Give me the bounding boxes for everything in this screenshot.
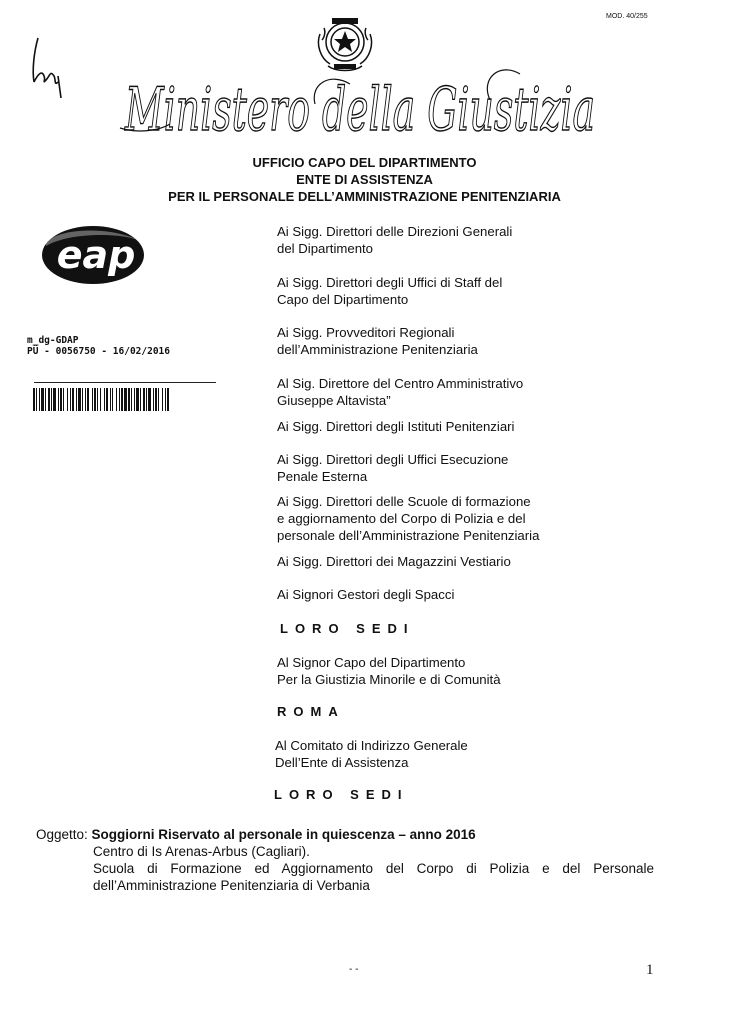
recipient-6-line-3: personale dell’Amministrazione Penitenziaria — [277, 528, 540, 543]
eap-logo-text: eap — [56, 233, 136, 277]
barcode-bar — [153, 388, 154, 411]
recipient-2-line-1: Ai Sigg. Provveditori Regionali — [277, 325, 455, 340]
subject-detail-2: Scuola di Formazione ed Aggiornamento del Corpo di Polizia e del Personale — [93, 861, 654, 876]
recipient-5-line-1: Ai Sigg. Direttori degli Uffici Esecuzione — [277, 452, 509, 467]
recipient-6 — [277, 493, 539, 544]
recipient-8-line-1: Ai Signori Gestori degli Spacci — [277, 587, 455, 602]
handwritten-initials — [28, 30, 68, 100]
subject-detail-3: dell’Amministrazione Penitenziaria di Verbania — [93, 878, 370, 893]
page-number: 1 — [646, 962, 654, 978]
barcode-bar — [82, 388, 83, 411]
recipient-2-line-2: dell’Amministrazione Penitenziaria — [277, 342, 478, 357]
barcode-bar — [33, 388, 35, 411]
recipient-6-line-1: Ai Sigg. Direttori delle Scuole di formazione — [277, 494, 531, 509]
recipient-0-line-1: Ai Sigg. Direttori delle Direzioni Generali — [277, 224, 513, 239]
barcode-bar — [148, 388, 151, 411]
recipient-5 — [277, 451, 508, 485]
capo-minorile-line-1: Al Signor Capo del Dipartimento — [277, 655, 466, 670]
barcode-bar — [136, 388, 139, 411]
barcode-bar — [53, 388, 56, 411]
recipient-3 — [277, 375, 523, 409]
footer-mark: - - — [349, 964, 359, 975]
subject-title: Soggiorni Riservato al personale in quiescenza – anno 2016 — [91, 827, 476, 842]
form-code: MOD. 40/255 — [606, 13, 648, 20]
header-line-3: PER IL PERSONALE DELL’AMMINISTRAZIONE PENITENZIARIA — [168, 189, 561, 204]
barcode-bar — [72, 388, 74, 411]
barcode-bar — [51, 388, 52, 411]
barcode-bar — [124, 388, 127, 411]
recipient-3-line-2: Giuseppe Altavista” — [277, 393, 391, 408]
comitato-line-2: Dell’Ente di Assistenza — [275, 755, 409, 770]
recipient-2 — [277, 324, 478, 358]
barcode-bar — [45, 388, 46, 411]
protocol-divider — [34, 382, 216, 383]
recipient-1-line-2: Capo del Dipartimento — [277, 292, 409, 307]
barcode-bar — [36, 388, 37, 411]
roma: ROMA — [277, 704, 345, 719]
barcode-bar — [131, 388, 132, 411]
barcode-bar — [121, 388, 123, 411]
barcode-bar — [60, 388, 62, 411]
subject-details — [93, 843, 654, 894]
barcode-bar — [106, 388, 108, 411]
barcode-bar — [165, 388, 166, 411]
header-line-2: ENTE DI ASSISTENZA — [296, 172, 433, 187]
barcode-bar — [128, 388, 130, 411]
recipient-7 — [277, 553, 511, 570]
protocol-line-1: m_dg-GDAP — [27, 335, 79, 346]
protocol-barcode — [33, 388, 169, 411]
loro-sedi-1: LORO SEDI — [280, 621, 415, 636]
barcode-bar — [41, 388, 44, 411]
recipient-6-line-2: e aggiornamento del Corpo di Polizia e del — [277, 511, 526, 526]
recipient-1 — [277, 274, 502, 308]
barcode-bar — [110, 388, 111, 411]
barcode-bar — [76, 388, 77, 411]
barcode-bar — [67, 388, 68, 411]
barcode-bar — [143, 388, 145, 411]
barcode-bar — [140, 388, 141, 411]
recipient-1-line-1: Ai Sigg. Direttori degli Uffici di Staff del — [277, 275, 503, 290]
ministry-title-text: Ministero della Giustizia — [124, 75, 595, 145]
barcode-bar — [48, 388, 50, 411]
recipient-0 — [277, 223, 512, 257]
barcode-bar — [104, 388, 105, 411]
barcode-bar — [87, 388, 89, 411]
recipient-capo-minorile — [277, 654, 501, 688]
recipient-3-line-1: Al Sig. Direttore del Centro Amministrativo — [277, 376, 524, 391]
recipient-7-line-1: Ai Sigg. Direttori dei Magazzini Vestiario — [277, 554, 511, 569]
barcode-bar — [100, 388, 101, 411]
comitato-line-1: Al Comitato di Indirizzo Generale — [275, 738, 468, 753]
eap-logo — [40, 224, 146, 286]
barcode-bar — [63, 388, 64, 411]
recipient-comitato — [275, 737, 468, 771]
subject-detail-1: Centro di Is Arenas-Arbus (Cagliari). — [93, 844, 310, 859]
recipient-4 — [277, 418, 514, 435]
barcode-bar — [78, 388, 81, 411]
recipient-8 — [277, 586, 454, 603]
loro-sedi-2: LORO SEDI — [274, 787, 409, 802]
barcode-bar — [146, 388, 147, 411]
capo-minorile-line-2: Per la Giustizia Minorile e di Comunità — [277, 672, 501, 687]
barcode-bar — [97, 388, 98, 411]
protocol-stamp — [27, 335, 170, 357]
barcode-bar — [94, 388, 96, 411]
barcode-bar — [70, 388, 71, 411]
subject-line — [36, 826, 476, 843]
header-line-1: UFFICIO CAPO DEL DIPARTIMENTO — [252, 155, 477, 170]
barcode-bar — [134, 388, 135, 411]
recipient-0-line-2: del Dipartimento — [277, 241, 374, 256]
barcode-bar — [92, 388, 93, 411]
barcode-bar — [39, 388, 40, 411]
barcode-bar — [119, 388, 120, 411]
barcode-bar — [167, 388, 169, 411]
barcode-bar — [116, 388, 117, 411]
barcode-bar — [155, 388, 157, 411]
ministry-title — [100, 64, 620, 154]
barcode-bar — [158, 388, 159, 411]
barcode-bar — [112, 388, 113, 411]
barcode-bar — [58, 388, 59, 411]
barcode-bar — [85, 388, 86, 411]
subject-label: Oggetto: — [36, 827, 92, 842]
barcode-bar — [162, 388, 163, 411]
protocol-line-2: PÜ - 0056750 - 16/02/2016 — [27, 346, 170, 357]
recipient-4-line-1: Ai Sigg. Direttori degli Istituti Penitenziari — [277, 419, 515, 434]
recipient-5-line-2: Penale Esterna — [277, 469, 368, 484]
